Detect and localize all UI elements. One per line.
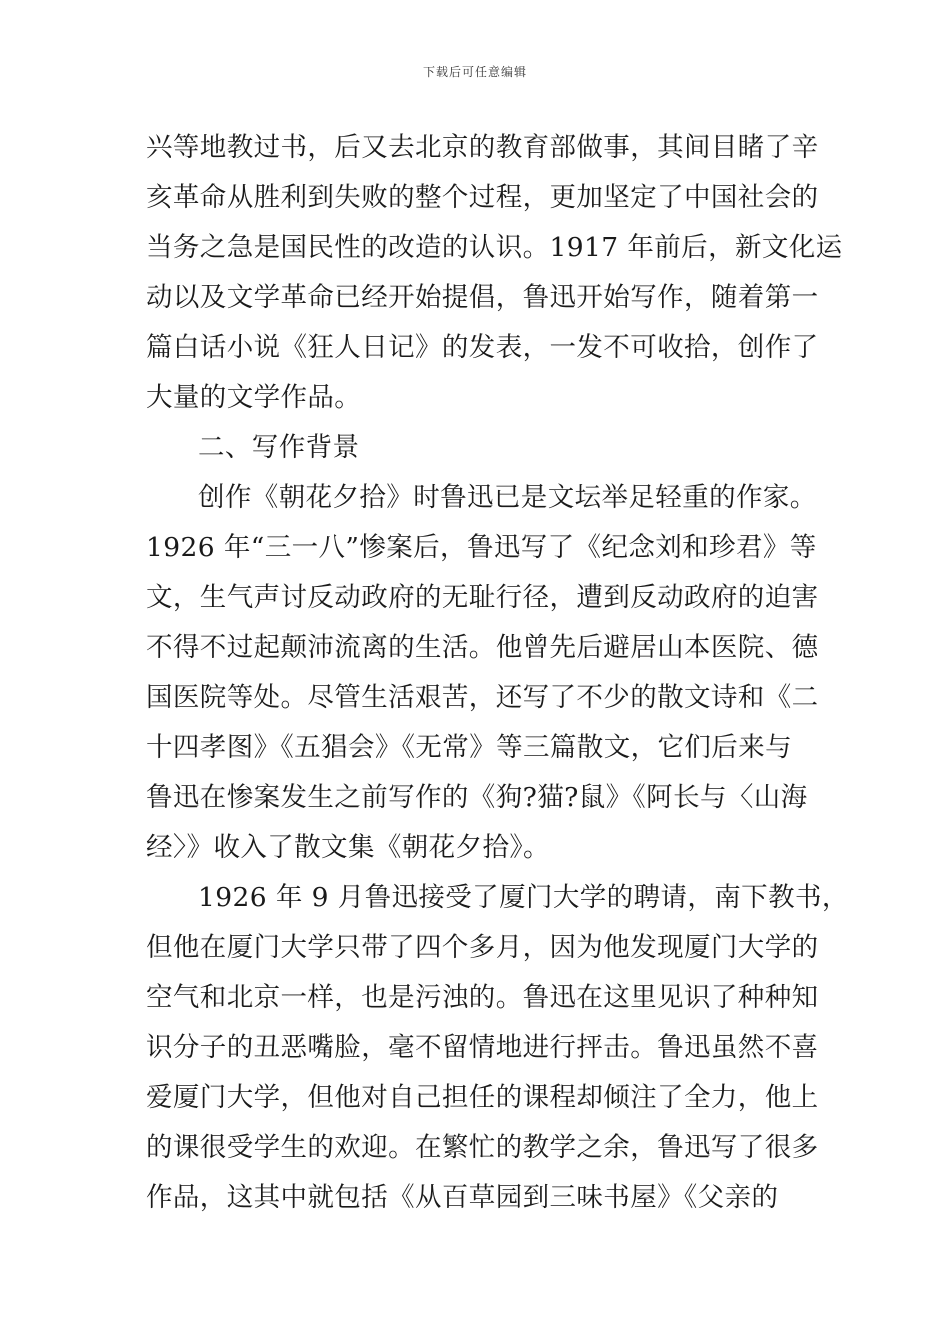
text-line: 兴等地教过书，后又去北京的教育部做事，其间目睹了辛: [146, 132, 819, 163]
text-line: 文，生气声讨反动政府的无耻行径，遭到反动政府的迫害: [146, 582, 819, 613]
text-line: 识分子的丑恶嘴脸，毫不留情地进行抨击。鲁迅虽然不喜: [146, 1032, 819, 1063]
text-line: 当务之急是国民性的改造的认识。1917 年前后，新文化运: [146, 232, 843, 263]
text-line: 亥革命从胜利到失败的整个过程，更加坚定了中国社会的: [146, 182, 819, 213]
text-line: 篇白话小说《狂人日记》的发表，一发不可收拾，创作了: [146, 332, 819, 363]
text-line: 十四孝图》《五猖会》《无常》等三篇散文，它们后来与: [146, 732, 792, 763]
text-line: 国医院等处。尽管生活艰苦，还写了不少的散文诗和《二: [146, 682, 819, 713]
text-line: 动以及文学革命已经开始提倡，鲁迅开始写作，随着第一: [146, 282, 819, 313]
text-line: 的课很受学生的欢迎。在繁忙的教学之余，鲁迅写了很多: [146, 1132, 819, 1163]
text-line: 经〉》收入了散文集《朝花夕拾》。: [146, 832, 550, 863]
section-heading: 二、写作背景: [198, 432, 360, 463]
text-line: 鲁迅在惨案发生之前写作的《狗?猫?鼠》《阿长与〈山海: [146, 782, 808, 813]
text-line: 1926 年“三一八”惨案后，鲁迅写了《纪念刘和珍君》等: [146, 532, 817, 563]
text-line: 爱厦门大学，但他对自己担任的课程却倾注了全力，他上: [146, 1082, 819, 1113]
text-line: 但他在厦门大学只带了四个多月，因为他发现厦门大学的: [146, 932, 819, 963]
paragraph-first-line: 创作《朝花夕拾》时鲁迅已是文坛举足轻重的作家。: [198, 482, 817, 513]
text-line: 空气和北京一样，也是污浊的。鲁迅在这里见识了种种知: [146, 982, 819, 1013]
text-line: 大量的文学作品。: [146, 382, 362, 413]
text-line: 作品，这其中就包括《从百草园到三味书屋》《父亲的: [146, 1182, 779, 1213]
paragraph-first-line: 1926 年 9 月鲁迅接受了厦门大学的聘请，南下教书，: [198, 882, 849, 913]
text-line: 不得不过起颠沛流离的生活。他曾先后避居山本医院、德: [146, 632, 819, 663]
page-header: 下载后可任意编辑: [422, 65, 527, 79]
